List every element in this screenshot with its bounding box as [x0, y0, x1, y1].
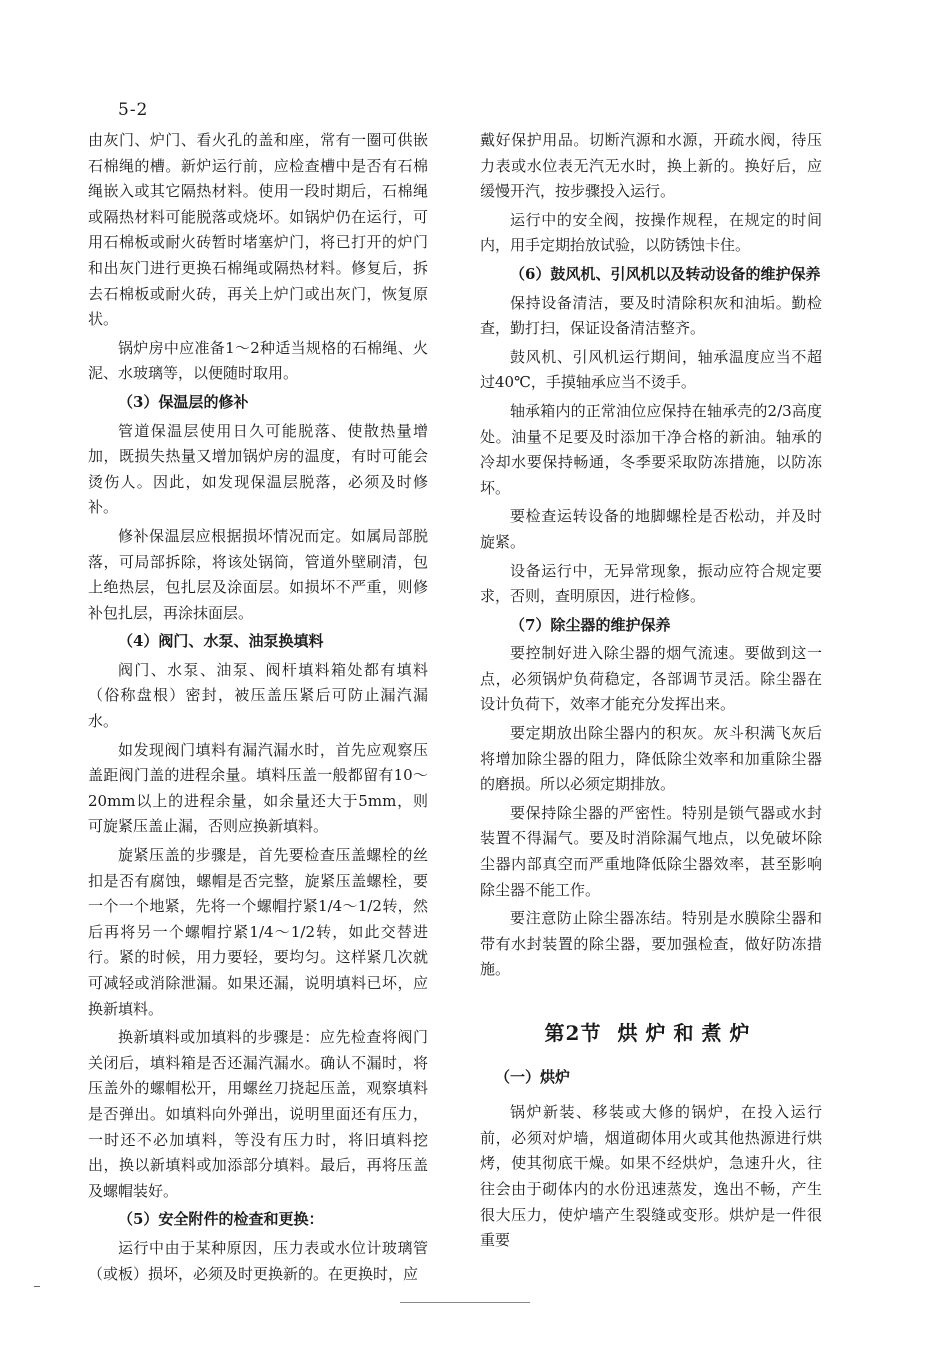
scan-artifact [34, 1286, 40, 1287]
paragraph: 运行中由于某种原因，压力表或水位计玻璃管（或板）损坏，必须及时更换新的。在更换时，应 [88, 1238, 428, 1283]
paragraph: 轴承箱内的正常油位应保持在轴承壳的2/3高度处。油量不足要及时添加干净合格的新油。轴承的冷却水要保持畅通，冬季要采取防冻措施，以防冻坏。 [480, 401, 822, 497]
subheading-6: （6）鼓风机、引风机以及转动设备的维护保养 [510, 264, 821, 283]
paragraph: 要定期放出除尘器内的积灰。灰斗积满飞灰后将增加除尘器的阻力，降低除尘效率和加重除尘器的磨损。所以必须定期排放。 [480, 724, 822, 794]
paragraph: 阀门、水泵、油泵、阀杆填料箱处都有填料（俗称盘根）密封，被压盖压紧后可防止漏汽漏水。 [88, 660, 428, 731]
paragraph: 修补保温层应根据损坏情况而定。如属局部脱落，可局部拆除，将该处锅筒，管道外壁刷清，包上绝热层，包扎层及涂面层。如损坏不严重，则修补包扎层，再涂抹面层。 [88, 526, 428, 622]
subsection-heading: （一）烘炉 [495, 1067, 571, 1086]
scan-artifact [400, 1302, 530, 1303]
paragraph: 设备运行中，无异常现象，振动应符合规定要求，否则，查明原因，进行检修。 [480, 561, 822, 606]
section-title [480, 1021, 822, 1047]
paragraph: 换新填料或加填料的步骤是：应先检查将阀门关闭后，填料箱是否还漏汽漏水。确认不漏时，将压盖外的螺帽松开，用螺丝刀挠起压盖，观察填料是否弹出。如填料向外弹出，说明里面还有压力，一时还不必加填料，等没有压力时，将旧填料挖出，换以新填料或加添部分填料。最后，再将压盖及螺帽装好。 [88, 1028, 428, 1200]
paragraph: 要保持除尘器的严密性。特别是锁气器或水封装置不得漏气。要及时消除漏气地点，以免破坏除尘器内部真空而严重地降低除尘器效率，甚至影响除尘器不能工作。 [480, 803, 822, 899]
subheading-5: （5）安全附件的检查和更换： [118, 1210, 324, 1229]
paragraph: 锅炉房中应准备1～2种适当规格的石棉绳、火泥、水玻璃等，以便随时取用。 [88, 338, 428, 383]
paragraph: 如发现阀门填料有漏汽漏水时，首先应观察压盖距阀门盖的进程余量。填料压盖一般都留有10～20mm以上的进程余量，如余量还大于5mm，则可旋紧压盖止漏，否则应换新填料。 [88, 740, 428, 836]
paragraph: 戴好保护用品。切断汽源和水源，开疏水阀，待压力表或水位表无汽无水时，换上新的。换好后，应缓慢开汽，按步骤投入运行。 [480, 131, 822, 201]
paragraph: 锅炉新装、移装或大修的锅炉，在投入运行前，必须对炉墙，烟道砌体用火或其他热源进行烘烤，使其彻底干燥。如果不经烘炉，急速升火，往往会由于砌体内的水份迅速蒸发，逸出不畅，产生很大压力，使炉墙产生裂缝或变形。烘炉是一件很重要 [480, 1103, 822, 1250]
right-column [480, 128, 822, 1257]
paragraph: 保持设备清洁，要及时清除积灰和油垢。勤检查，勤打扫，保证设备清洁整齐。 [480, 293, 822, 338]
page-number: 5-2 [118, 100, 149, 120]
section-title-text: 烘炉和煮炉 [617, 1021, 758, 1045]
paragraph: 要检查运转设备的地脚螺栓是否松动，并及时旋紧。 [480, 507, 822, 551]
paragraph: 由灰门、炉门、看火孔的盖和座，常有一圈可供嵌石棉绳的槽。新炉运行前，应检查槽中是否有石棉绳嵌入或其它隔热材料。使用一段时期后，石棉绳或隔热材料可能脱落或烧坏。如锅炉仍在运行，可用石棉板或耐火砖暂时堵塞炉门，将已打开的炉门和出灰门进行更换石棉绳或隔热材料。修复后，拆去石棉板或耐火砖，再关上炉门或出灰门，恢复原状。 [88, 131, 428, 329]
paragraph: 要注意防止除尘器冻结。特别是水膜除尘器和带有水封装置的除尘器，要加强检查，做好防冻措施。 [480, 909, 822, 979]
left-column [88, 128, 428, 1290]
paragraph: 旋紧压盖的步骤是，首先要检查压盖螺栓的丝扣是否有腐蚀，螺帽是否完整，旋紧压盖螺栓，要一个一个地紧，先将一个螺帽拧紧1/4～1/2转，然后再将另一个螺帽拧紧1/4～1/2转，如此交替进行。紧的时候，用力要轻，要均匀。这样紧几次就可减轻或消除泄漏。如果还漏，说明填料已坏，应换新填料。 [88, 846, 428, 1018]
paragraph: 要控制好进入除尘器的烟气流速。要做到这一点，必须锅炉负荷稳定，各部调节灵活。除尘器在设计负荷下，效率才能充分发挥出来。 [480, 644, 822, 714]
paragraph: 运行中的安全阀，按操作规程，在规定的时间内，用手定期抬放试验，以防锈蚀卡住。 [480, 210, 822, 255]
subheading-4: （4）阀门、水泵、油泵换填料 [118, 632, 324, 651]
section-number: 第2节 [544, 1021, 602, 1045]
subheading-7: （7）除尘器的维护保养 [510, 615, 671, 634]
subheading-3: （3）保温层的修补 [118, 392, 249, 411]
paragraph: 管道保温层使用日久可能脱落、使散热量增加，既损失热量又增加锅炉房的温度，有时可能会烫伤人。因此，如发现保温层脱落，必须及时修补。 [88, 421, 428, 517]
paragraph: 鼓风机、引风机运行期间，轴承温度应当不超过40℃，手摸轴承应当不烫手。 [480, 347, 822, 392]
